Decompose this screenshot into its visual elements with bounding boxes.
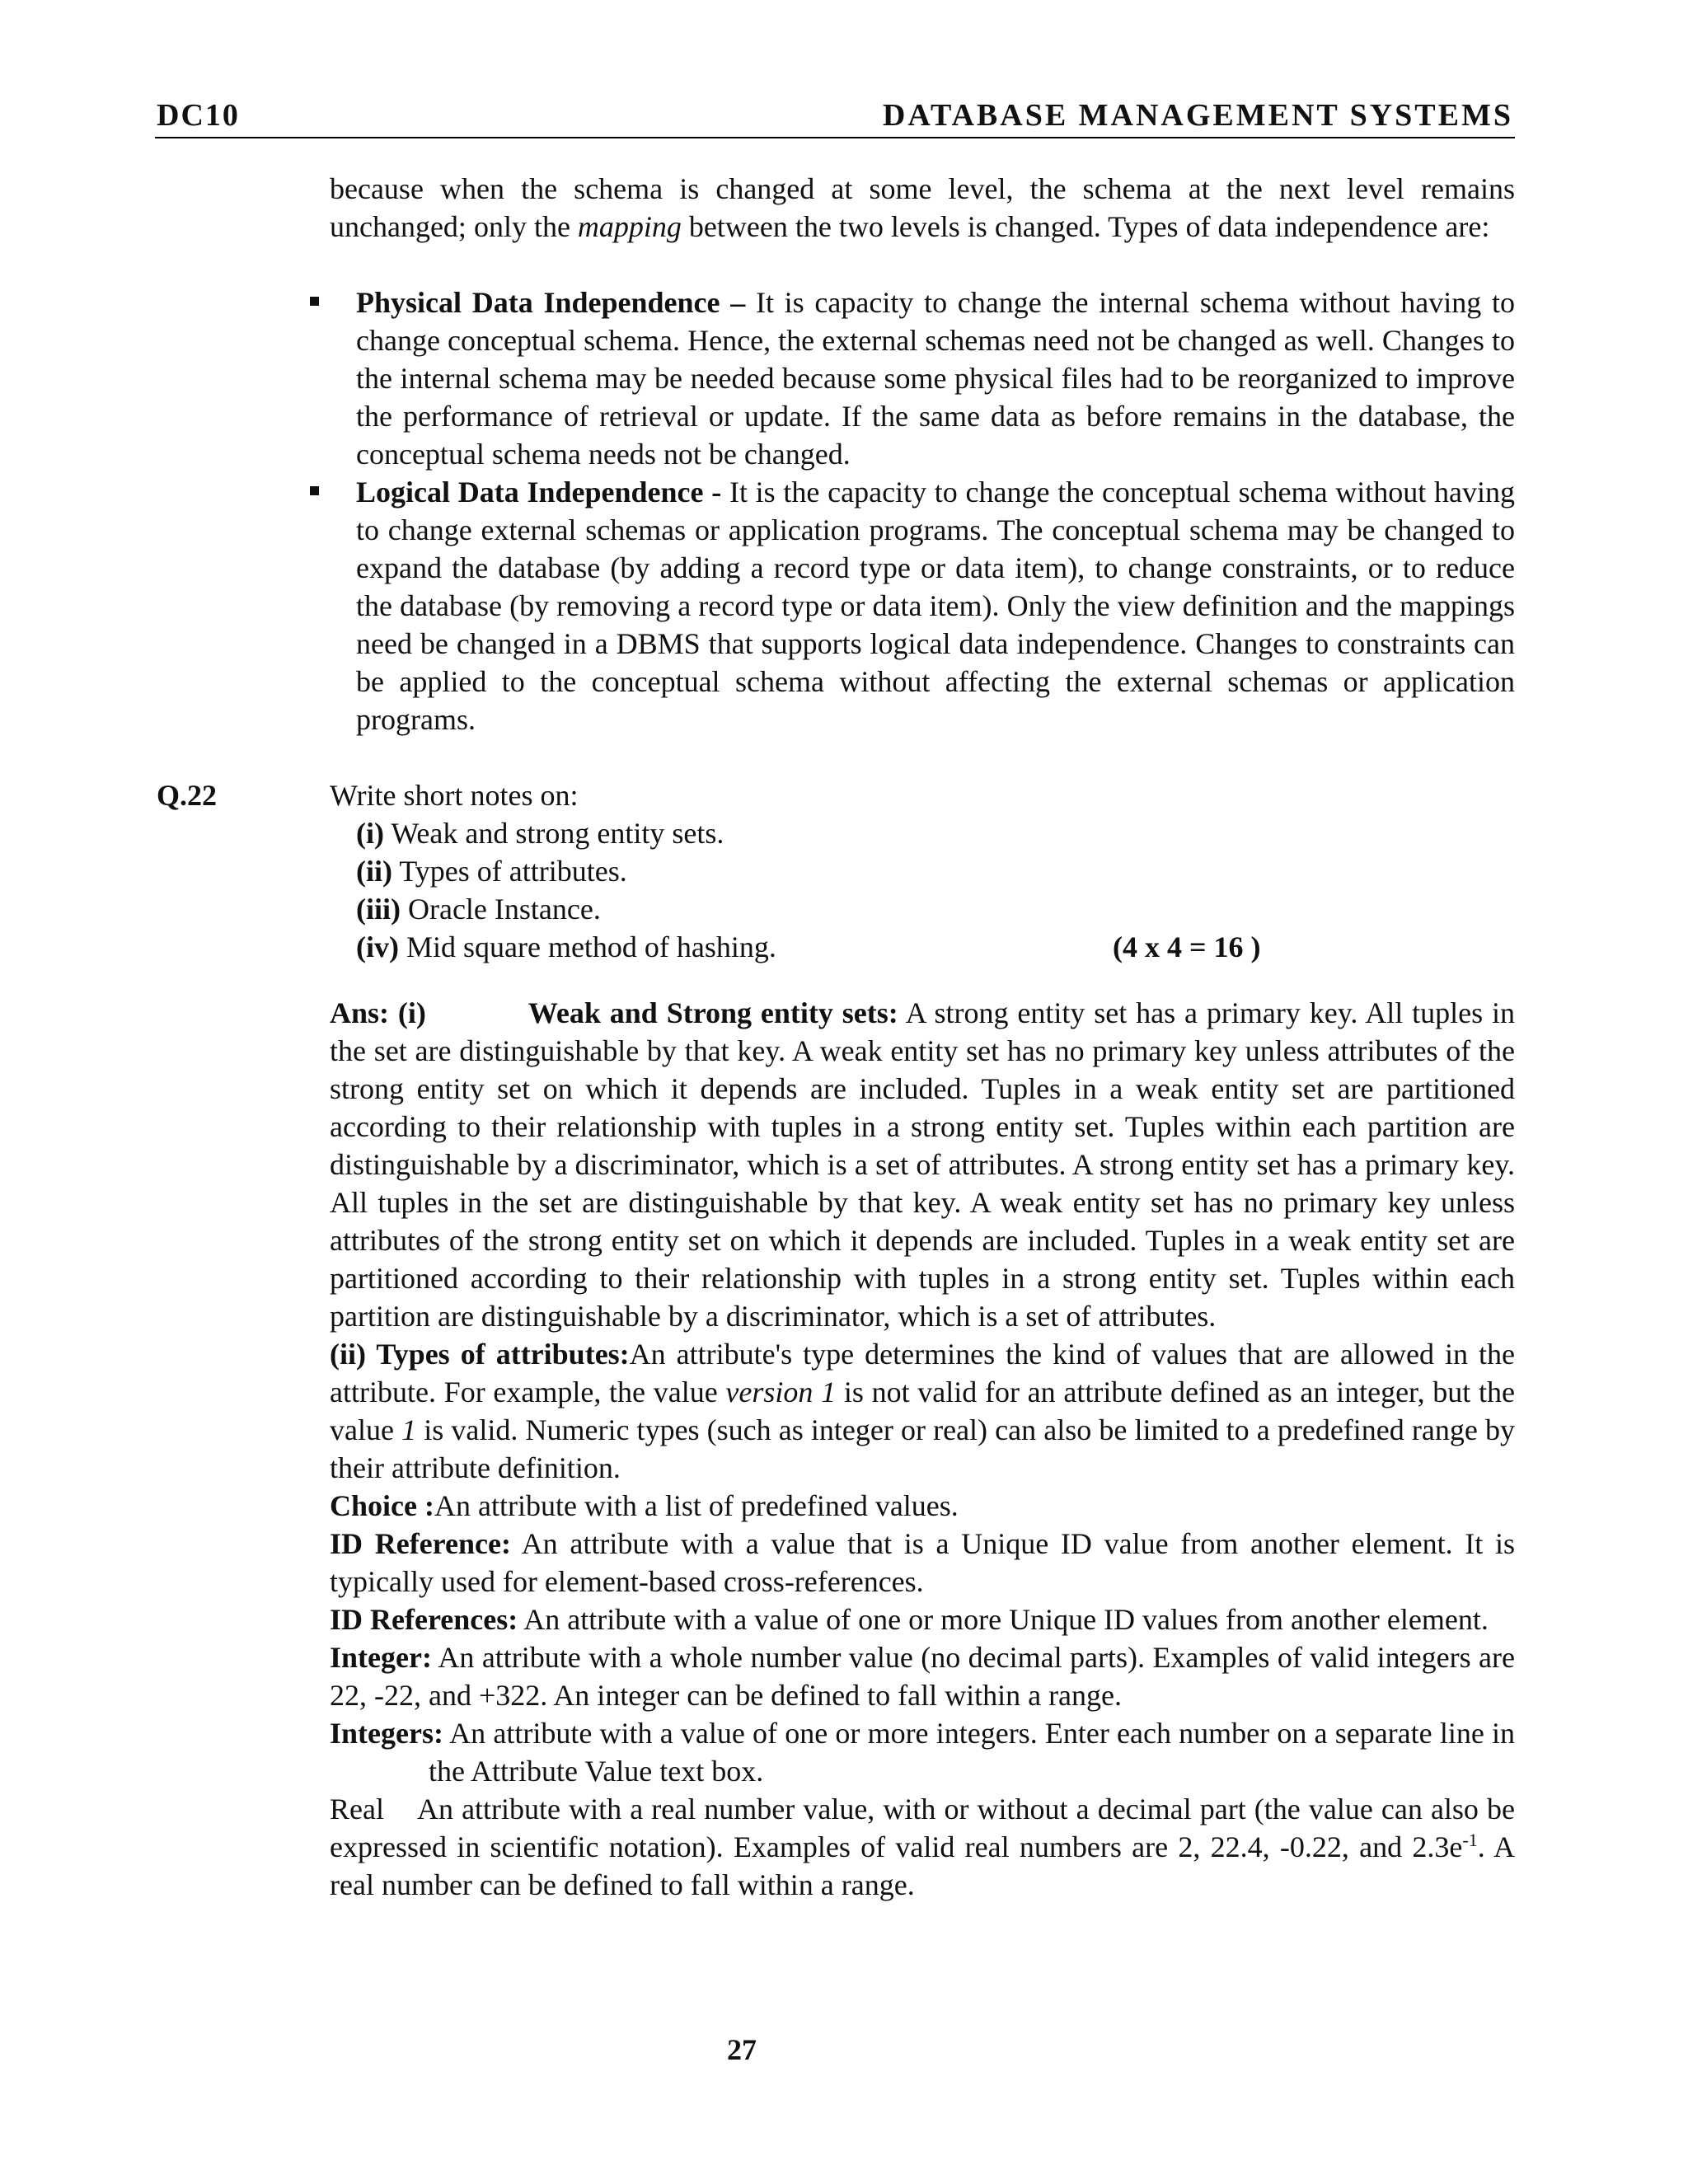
item-number: (ii) bbox=[356, 855, 392, 888]
item-number: (iv) bbox=[356, 930, 399, 963]
bullet-logical bbox=[307, 473, 1515, 738]
intro-paragraph bbox=[330, 170, 1515, 246]
question-marks: (4 x 4 = 16 ) bbox=[1113, 930, 1261, 963]
choice-heading: Choice : bbox=[330, 1489, 434, 1522]
question-item bbox=[330, 852, 1515, 890]
bullet-list bbox=[307, 284, 1515, 738]
item-number: (i) bbox=[356, 817, 384, 850]
types-heading: (ii) Types of attributes: bbox=[330, 1338, 630, 1371]
question-block bbox=[330, 776, 1515, 966]
answer-weak-strong bbox=[330, 994, 1515, 1335]
bullet-term: Physical Data Independence – bbox=[356, 286, 746, 319]
question-number: Q.22 bbox=[157, 779, 218, 812]
item-text: Oracle Instance. bbox=[400, 893, 601, 926]
bullet-text: It is the capacity to change the conceptual schema without having to change external schemas or application programs. The conceptual schema may be changed to expand the database (by adding a record type or data item), to change constraints, or to reduce the database (by removing a record type or data item). Only the view definition and the mappings need be changed in a DBMS that supports logical data independence. Changes to constraints can be applied to the conceptual schema without affecting the external schemas or application programs. bbox=[356, 476, 1516, 736]
choice-text: An attribute with a list of predefined values. bbox=[434, 1489, 959, 1522]
bullet-term: Logical Data Independence - bbox=[356, 476, 722, 509]
question-prompt: Write short notes on: bbox=[330, 779, 579, 812]
attr-id-references bbox=[330, 1601, 1515, 1638]
question-item bbox=[330, 928, 1515, 966]
real-label: Real bbox=[330, 1793, 384, 1825]
course-code: DC10 bbox=[157, 98, 240, 133]
question-item bbox=[330, 890, 1515, 928]
types-text: An attribute's type determines the kind of values that are allowed in the attribute. For example, the value bbox=[330, 1338, 1515, 1408]
attr-integers bbox=[330, 1714, 1515, 1790]
real-superscript: -1 bbox=[1462, 1830, 1478, 1850]
intro-text-end: between the two levels is changed. Types of data independence are: bbox=[681, 210, 1490, 243]
types-text: is not valid for an attribute defined as an integer, but the value bbox=[330, 1376, 1516, 1446]
integer-text: An attribute with a whole number value (no decimal parts). Examples of valid integers are 22, -22, and +322. An integer can be defined to fall within a range. bbox=[330, 1641, 1515, 1712]
question-item bbox=[330, 814, 1515, 852]
types-text: is valid. Numeric types (such as integer or real) can also be limited to a predefined range by their attribute definition. bbox=[330, 1413, 1515, 1484]
real-text-end: . A real number can be defined to fall within a range. bbox=[330, 1830, 1516, 1901]
attr-integer bbox=[330, 1638, 1515, 1714]
idref-text: An attribute with a value that is a Unique ID value from another element. It is typically used for element-based cross-references. bbox=[330, 1527, 1515, 1598]
weak-strong-text: A strong entity set has a primary key. All tuples in the set are distinguishable by that key. A weak entity set has no primary key unless attributes of the strong entity set on which it depends are included. Tuples in a weak entity set are partitioned according to their relationship with tuples in a strong entity set. Tuples within each partition are distinguishable by a discriminator, which is a set of attributes. A strong entity set has a primary key. All tuples in the set are distinguishable by that key. A weak entity set has no primary key unless attributes of the strong entity set on which it depends are included. Tuples in a weak entity set are partitioned according to their relationship with tuples in a strong entity set. Tuples within each partition are distinguishable by a discriminator, which is a set of attributes. bbox=[330, 996, 1515, 1333]
square-bullet-icon bbox=[310, 297, 319, 306]
intro-italic: mapping bbox=[577, 210, 682, 243]
attr-choice bbox=[330, 1487, 1515, 1525]
integers-heading: Integers: bbox=[330, 1717, 443, 1750]
page-header bbox=[155, 97, 1515, 138]
page-number: 27 bbox=[727, 2033, 757, 2066]
intro-text: because when the schema is changed at some level, the schema at the next level remains unchanged; only the bbox=[330, 172, 1515, 243]
integers-text: An attribute with a value of one or more integers. Enter each number on a separate line in the Attribute Value text box. bbox=[429, 1717, 1515, 1788]
integer-heading: Integer: bbox=[330, 1641, 432, 1674]
attr-real bbox=[330, 1790, 1515, 1904]
types-italic: version 1 bbox=[725, 1376, 837, 1408]
idref-heading: ID Reference: bbox=[330, 1527, 511, 1560]
answer-block bbox=[330, 994, 1515, 1904]
header-title: DATABASE MANAGEMENT SYSTEMS bbox=[882, 98, 1513, 133]
idrefs-heading: ID References: bbox=[330, 1603, 518, 1636]
item-number: (iii) bbox=[356, 893, 401, 926]
item-text: Types of attributes. bbox=[392, 855, 627, 888]
item-text: Mid square method of hashing. bbox=[398, 930, 776, 963]
answer-types-of-attributes bbox=[330, 1335, 1515, 1487]
attr-id-reference bbox=[330, 1525, 1515, 1601]
answer-label: Ans: (i) bbox=[330, 996, 426, 1029]
real-text: An attribute with a real number value, with or without a decimal part (the value can also be expressed in scientific notation). Examples of valid real numbers are 2, 22.4, -0.22, and 2.3e bbox=[330, 1793, 1515, 1863]
types-italic: 1 bbox=[401, 1413, 417, 1446]
weak-strong-heading: Weak and Strong entity sets: bbox=[528, 996, 898, 1029]
bullet-physical bbox=[307, 284, 1515, 473]
idrefs-text: An attribute with a value of one or more Unique ID values from another element. bbox=[518, 1603, 1489, 1636]
bullet-text: It is capacity to change the internal schema without having to change conceptual schema. Hence, the external schemas need not be changed as well. Changes to the internal schema may be needed because some physical files had to be reorganized to improve the performance of retrieval or update. If the same data as before remains in the database, the conceptual schema needs not be changed. bbox=[356, 286, 1515, 471]
item-text: Weak and strong entity sets. bbox=[383, 817, 724, 850]
square-bullet-icon bbox=[310, 486, 319, 495]
